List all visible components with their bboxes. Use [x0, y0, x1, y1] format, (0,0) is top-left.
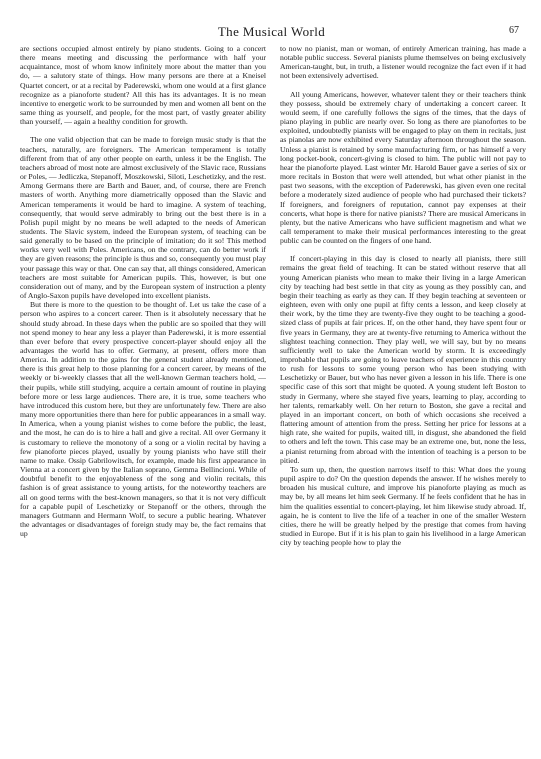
- paragraph: To sum up, then, the question narrows itself to this: What does the young pupil aspire to do? On the question depends the answer. If he wishes merely to broaden his musical culture, and improve his pianoforte playing as much as may be, by all means let him seek Germany. If he feels confident that he has in him the qualities essential to concert-playing, let him likewise study abroad. If, again, he is content to live the life of a teacher in one of the smaller Western cities, there he will be greatly helped by the prestige that comes from having studied in Europe. But if it is his plan to gain his livelihood in a large American city by teaching people how to play the: [280, 464, 526, 548]
- paragraph: If concert-playing in this day is closed to nearly all pianists, there still remains the great field of teaching. It can be stated without reserve that all young American pianists who mean to make their living in a large American city by teaching had best settle in that city as young as they possibly can, and begin their teaching as early as they can. If they begin teaching at seventeen or eighteen, even with only one pupil at fifty cents a lesson, and keep closely at their work, by the time they are twenty-five they ought to be teaching a good-sized class of pupils at fair prices. If, on the other hand, they have spent four or five years in Germany, they are at twenty-five returning to America without the slightest teaching connection. They play well, we will say, but by no means sufficiently well to take the American world by storm. It is exceedingly improbable that pupils are going to leave teachers of experience in this country to rush for lessons to some young person who has been studying with Leschetizky or Bauer, but who has never given a lesson in his life. There is one specific case of this sort that might be quoted. A young student left Boston to study in Germany, where she stayed five years, learning to play, according to her talents, remarkably well. On her return to Boston, she gave a recital and played in an important concert, on both of which occasions she received a flattering amount of attention from the press. Setting her price for lessons at a high rate, she waited for pupils, waited till, in disgust, she abandoned the field to others and left the town. This case may be an extreme one, but, none the less, a pianist returning from abroad with the intention of teaching is a person to be pitied.: [280, 254, 526, 465]
- paragraph: are sections occupied almost entirely by piano students. Going to a concert there means meeting and discussing the performance with half your acquaintance, most of whom know infinitely more about the matter than you do, — a salutory state of things. How many persons are there at a Kneisel Quartet concert, or at a recital by Paderewski, whom one would at a first glance recognize as a pianoforte student? All this has its advantages. It is no mean incentive to energetic work to be surrounded by men and women all bent on the same thing as yourself, and people, for the most part, of vastly greater ability than yourself, — again a healthy condition for growth.: [20, 44, 266, 127]
- page-number: 67: [509, 25, 519, 36]
- paragraph: to now no pianist, man or woman, of entirely American training, has made a notable public success. Several pianists plume themselves on being exclusively American-taught, but, in truth, a listener would recognize the fact even if it had not been extensively advertised.: [280, 44, 526, 81]
- page-header: [20, 24, 523, 42]
- article-body: [20, 44, 526, 752]
- right-column: [280, 44, 526, 752]
- paragraph: But there is more to the question to be thought of. Let us take the case of a person who aspires to a concert career. Then is it absolutely necessary that he should study abroad. In these days when the public are so spoiled that they will not spend money to hear any less a player than Paderewski, it is more essential than ever before that every prospective concert-player should enjoy all the advantages the world has to offer. Germany, at present, offers more than America. In addition to the gains for the general student already mentioned, there is this great help to those planning for a concert career, by means of the weekly or bi-weekly classes that all the well-known German teachers hold, — their pupils, while still studying, acquire a certain amount of routine in playing before more or less large audiences. There are, it is true, some teachers who have introduced this custom here, but they are unfortunately few. There are also many more opportunities there than here for public appearances in a small way. In America, when a young pianist wishes to come before the public, the least, and the most, he can do is to hire a hall and give a recital. All over Germany it is customary to relieve the monotony of a song or a violin recital by having a few pianoforte pieces played, usually by young pianists who have still their name to make. Ossip Gabrilowitsch, for example, made his first appearance in Vienna at a concert given by the Italian soprano, Gemma Bellincioni. While of doubtful benefit to the enjoyableness of the song and violin recitals, this fashion is of great assistance to young artists, for the noteworthy teachers are all on good terms with the best-known managers, so that it is not very difficult for a capable pupil of Leschetizky or Stepanoff or the others, through the managers Gutmann and Hermann Wolf, to secure a public hearing. Whatever the advantages or disadvantages of foreign study may be, the fact remains that up: [20, 300, 266, 539]
- journal-title: The Musical World: [217, 24, 326, 39]
- paragraph: All young Americans, however, whatever talent they or their teachers think they possess, should be extremely chary of undertaking a concert career. It would seem, if one carefully follows the signs of the times, that the days of piano playing in public are nearly over. So long as there are pianofortes to be exploited, undoubtedly pianists will be engaged to play on them in recitals, just as pianolas are now exhibited every Saturday afternoon throughout the season. Unless a pianist is retained by some manufacturing firm, or has himself a very long pocket-book, concert-giving is closed to him. The public will not pay to hear the pianoforte played. Last winter Mr. Harold Bauer gave a series of six or more recitals in Boston that were well attended, but what other pianist in the past two seasons, with the exception of Paderewski, has given even one recital before a moderately sized audience of people who had purchased their tickets? If foreigners, and foreigners of reputation, cannot pay expenses at their concerts, what hope is there for native pianists? There are musical Americans in plenty, but the native Americans who have sufficient magnetism and what we call temperament to make their musical performances interesting to the great public can be counted on the fingers of one hand.: [280, 89, 526, 246]
- left-column: [20, 44, 266, 752]
- paragraph: The one valid objection that can be made to foreign music study is that the teachers, naturally, are foreigners. The American temperament is totally different from that of any other people on earth, unless it be the English. The teachers abroad of most note are almost exclusively of the Slavic race, Russians or Poles, — Jedliczka, Stepanoff, Moszkowski, Siloti, Leschetizky, and the rest. Among Germans there are Barth and Bauer, and, of course, there are French masters of worth. Anything more diametrically opposed than the Slavic and American temperaments it would be hard to imagine. A system of teaching, consequently, that would serve admirably to bring out the best there is in a Polish pupil might by no means be well adapted to the needs of American students. The Slavic system, indeed the European system, of teaching can be said generally to be based on the principle of imitation; do it so! This method works very well with Poles. Americans, on the contrary, can do better work if they are given reasons; the principle is thus and so, consequently you must play your passage this way or that. One can say that, all things considered, American teachers are most suitable for American pupils. This, however, is but one consideration out of many, and by the European system of instruction a plenty of Anglo-Saxon pupils have developed into excellent pianists.: [20, 135, 266, 301]
